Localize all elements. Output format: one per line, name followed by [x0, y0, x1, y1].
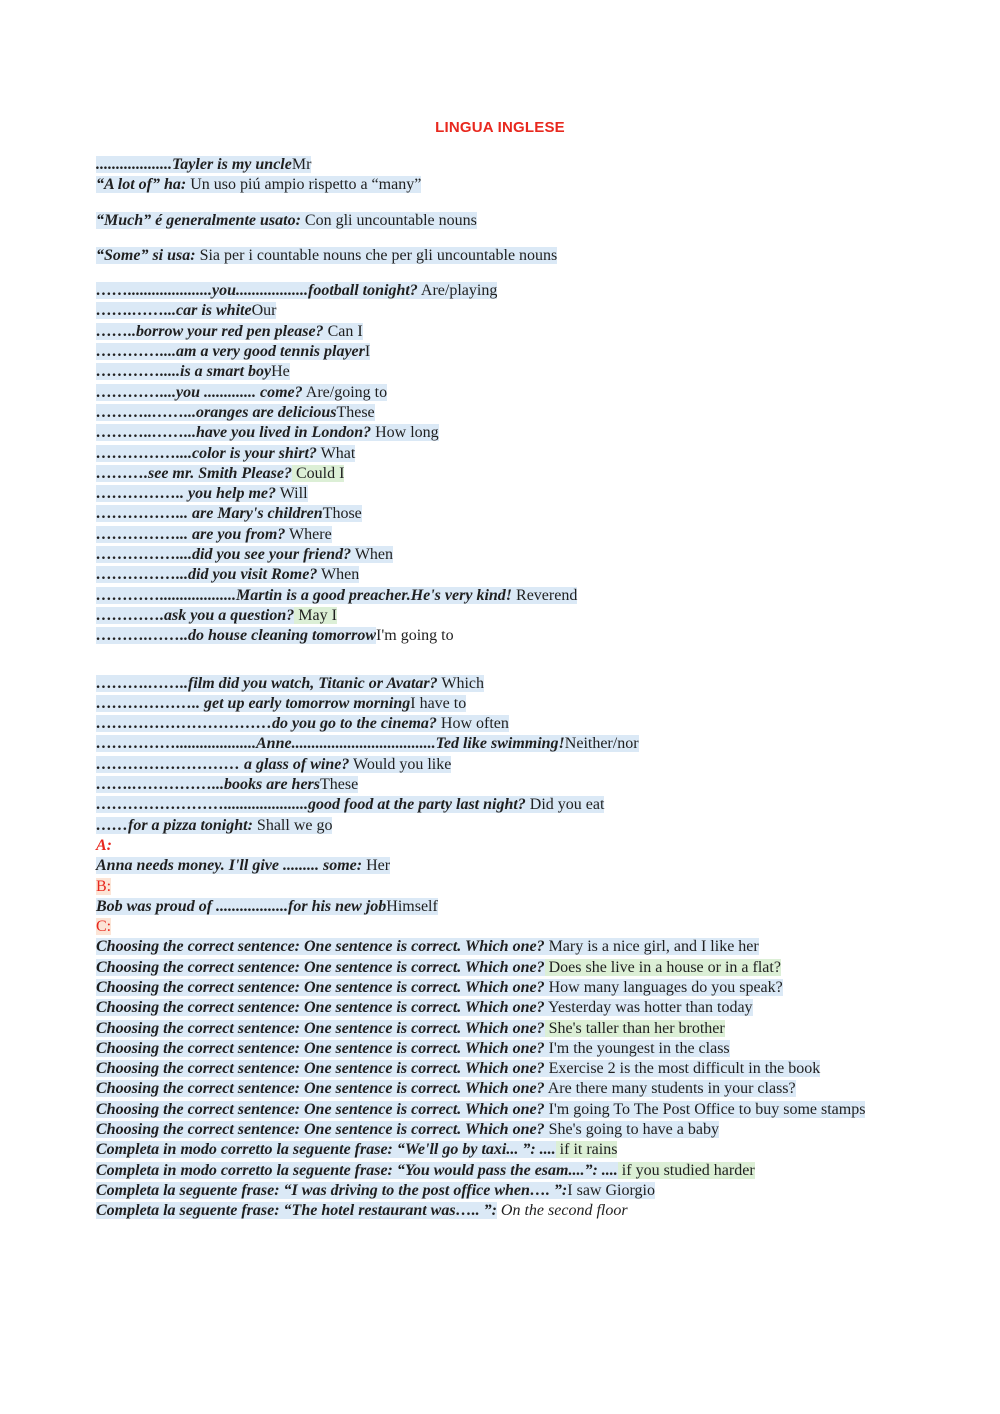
- question-text: Completa la seguente frase: “I was driving to the post office when…. ”:: [96, 1181, 568, 1199]
- question-line: [96, 998, 906, 1018]
- section-a-label: A:: [96, 836, 112, 854]
- question-text: Choosing the correct sentence: One sentence is correct. Which one?: [96, 1019, 545, 1037]
- answer-text: I: [364, 343, 371, 361]
- answer-text: How many languages do you speak?: [544, 978, 783, 996]
- question-text: …………………….....................good food at the party last night?: [96, 796, 526, 814]
- question-text: ……………....did you see your friend?: [96, 546, 352, 564]
- question-text: Choosing the correct sentence: One sentence is correct. Which one?: [96, 1039, 545, 1057]
- question-text: …….……………...books are hers: [96, 776, 321, 794]
- question-line: [96, 755, 906, 775]
- fill-blank-block-2: [96, 674, 906, 836]
- question-text: ……………….. get up early tomorrow morning: [96, 694, 411, 712]
- answer-text: Her: [362, 857, 391, 875]
- question-text: …………….. you help me?: [96, 485, 276, 503]
- choose-sentence-block: [96, 937, 906, 1099]
- question-text: Choosing the correct sentence: One sentence is correct. Which one?: [96, 1100, 545, 1118]
- answer-text: On the second floor: [496, 1202, 628, 1220]
- answer-text: When: [351, 546, 394, 564]
- question-line: [96, 301, 906, 321]
- question-line: [96, 1019, 906, 1039]
- question-text: ……………...did you visit Rome?: [96, 566, 318, 584]
- answer-text: Mr: [291, 156, 312, 173]
- answer-text: Could I: [292, 464, 345, 482]
- question-line: [96, 444, 906, 464]
- answer-text: These: [320, 776, 359, 794]
- question-text: Completa in modo corretto la seguente frase: “You would pass the esam....”: ....: [96, 1161, 618, 1179]
- question-line: [96, 1140, 906, 1160]
- question-line: [96, 362, 906, 382]
- complete-sentence-block: [96, 1140, 906, 1221]
- question-line: [96, 464, 906, 484]
- question-line: [96, 175, 906, 195]
- question-line: [96, 565, 906, 585]
- choose-question-last: [96, 1120, 906, 1140]
- answer-text: What: [316, 444, 356, 462]
- question-line: [96, 342, 906, 362]
- question-line: [96, 978, 906, 998]
- question-line: [96, 322, 906, 342]
- answer-text: Neither/nor: [564, 735, 639, 753]
- page-title: LINGUA INGLESE: [435, 119, 565, 136]
- some-question: [96, 246, 906, 266]
- question-text: ……….see mr. Smith Please?: [96, 464, 292, 482]
- answer-text: Are there many students in your class?: [544, 1080, 796, 1098]
- question-text: ……………………… a glass of wine?: [96, 755, 350, 773]
- question-line: [96, 423, 906, 443]
- answer-text: He: [271, 363, 290, 381]
- question-line: [96, 775, 906, 795]
- answer-text: Which: [437, 674, 484, 692]
- answer-text: Will: [276, 485, 308, 503]
- question-line: [96, 1059, 906, 1079]
- answer-text: How long: [371, 424, 439, 442]
- question-line: [96, 795, 906, 815]
- question-line: [96, 383, 906, 403]
- answer-text: if it rains: [555, 1141, 618, 1159]
- question-line: [96, 816, 906, 836]
- question-text: Choosing the correct sentence: One sentence is correct. Which one?: [96, 938, 545, 956]
- answer-text: Reverend: [512, 586, 578, 604]
- question-text: Anna needs money. I'll give ......... some:: [96, 857, 363, 875]
- question-text: ……………... are Mary's children: [96, 505, 323, 523]
- answer-text: Sia per i countable nouns che per gli uncountable nouns: [195, 246, 558, 264]
- answer-text: She's going to have a baby: [544, 1121, 719, 1139]
- answer-text: I'm the youngest in the class: [544, 1039, 730, 1057]
- question-text: ...................Tayler is my uncle: [96, 156, 292, 173]
- question-text: Choosing the correct sentence: One sentence is correct. Which one?: [96, 958, 545, 976]
- question-line: [96, 626, 906, 646]
- answer-text: I'm going to: [376, 627, 454, 645]
- section-c-label: C:: [96, 918, 112, 936]
- answer-text: She's taller than her brother: [544, 1019, 725, 1037]
- question-text: Choosing the correct sentence: One sentence is correct. Which one?: [96, 1060, 545, 1078]
- question-text: Choosing the correct sentence: One sentence is correct. Which one?: [96, 978, 545, 996]
- answer-text: I'm going To The Post Office to buy some stamps: [544, 1100, 866, 1118]
- answer-text: When: [317, 566, 360, 584]
- question-text: …………....am a very good tennis player: [96, 343, 365, 361]
- question-text: ………..……...have you lived in London?: [96, 424, 372, 442]
- question-text: …………...................Martin is a good preacher.He's very kind!: [96, 586, 513, 604]
- question-text: …….……...car is white: [96, 302, 252, 320]
- question-text: ……….……..film did you watch, Titanic or Avatar?: [96, 674, 438, 692]
- answer-text: Exercise 2 is the most difficult in the book: [544, 1060, 821, 1078]
- question-line: [96, 1039, 906, 1059]
- choose-question-wrapped: [96, 1100, 906, 1120]
- question-line: [96, 545, 906, 565]
- anna-question: [96, 856, 906, 876]
- question-text: ……………………………do you go to the cinema?: [96, 715, 437, 733]
- answer-text: These: [336, 403, 375, 421]
- answer-text: Con gli uncountable nouns: [300, 211, 477, 229]
- much-question: [96, 211, 906, 231]
- question-text: Bob was proud of ..................for his new job: [96, 897, 387, 915]
- question-line: [96, 1201, 906, 1221]
- answer-text: I saw Giorgio: [567, 1181, 655, 1199]
- section-b-label: B:: [96, 877, 112, 895]
- fill-blank-block-1: [96, 281, 906, 646]
- question-line: [96, 484, 906, 504]
- question-line: [96, 734, 906, 754]
- question-line: [96, 281, 906, 301]
- question-text: ……..borrow your red pen please?: [96, 322, 324, 340]
- question-text: Completa in modo corretto la seguente frase: “We'll go by taxi... ”: ....: [96, 1141, 556, 1159]
- question-line: [96, 606, 906, 626]
- question-line: [96, 714, 906, 734]
- answer-text: Can I: [323, 322, 363, 340]
- question-text: ……………....................Anne....................................Ted like swimming!: [96, 735, 565, 753]
- question-text: …………....you ............. come?: [96, 383, 303, 401]
- question-text: “Much” é generalmente usato:: [96, 211, 301, 229]
- question-line: [96, 937, 906, 957]
- answer-text: Where: [285, 525, 332, 543]
- question-text: ……….……..do house cleaning tomorrow: [96, 627, 377, 645]
- question-text: ………..……...oranges are delicious: [96, 403, 337, 421]
- bob-question: [96, 897, 906, 917]
- answer-text: Are/playing: [417, 282, 498, 300]
- answer-text: Would you like: [349, 755, 452, 773]
- question-line: [96, 958, 906, 978]
- question-line: [96, 694, 906, 714]
- answer-text: Did you eat: [525, 796, 605, 814]
- question-text: ………….ask you a question?: [96, 606, 295, 624]
- question-text: “Some” si usa:: [96, 246, 196, 264]
- question-text: ……………....color is your shirt?: [96, 444, 317, 462]
- question-text: ………….....is a smart boy: [96, 363, 272, 381]
- question-line: [96, 504, 906, 524]
- answer-text: if you studied harder: [617, 1161, 755, 1179]
- answer-text: Mary is a nice girl, and I like her: [544, 938, 759, 956]
- answer-text: Are/going to: [302, 383, 388, 401]
- answer-text: Un uso piú ampio rispetto a “many”: [186, 176, 422, 194]
- question-line: [96, 403, 906, 423]
- answer-text: Does she live in a house or in a flat?: [544, 958, 781, 976]
- question-line: [96, 1079, 906, 1099]
- question-text: Completa la seguente frase: “The hotel restaurant was….. ”:: [96, 1202, 497, 1220]
- answer-text: Himself: [386, 897, 438, 915]
- question-line: [96, 586, 906, 606]
- question-text: Choosing the correct sentence: One sentence is correct. Which one?: [96, 999, 545, 1017]
- answer-text: Yesterday was hotter than today: [544, 999, 753, 1017]
- question-text: Choosing the correct sentence: One sentence is correct. Which one?: [96, 1121, 545, 1139]
- question-text: ……for a pizza tonight:: [96, 816, 253, 834]
- question-line: [96, 674, 906, 694]
- question-line: [96, 1161, 906, 1181]
- question-line: [96, 525, 906, 545]
- intro-block: [96, 155, 906, 196]
- question-line: [96, 155, 906, 175]
- answer-text: Our: [251, 302, 277, 320]
- question-text: “A lot of” ha:: [96, 176, 187, 194]
- question-text: ……………... are you from?: [96, 525, 286, 543]
- question-text: Choosing the correct sentence: One sentence is correct. Which one?: [96, 1080, 545, 1098]
- question-text: …….....................you..................football tonight?: [96, 282, 418, 300]
- answer-text: Shall we go: [252, 816, 333, 834]
- answer-text: How often: [436, 715, 509, 733]
- question-line: [96, 1181, 906, 1201]
- answer-text: I have to: [410, 694, 467, 712]
- answer-text: Those: [322, 505, 362, 523]
- quiz-content: [96, 155, 906, 1222]
- answer-text: May I: [294, 606, 337, 624]
